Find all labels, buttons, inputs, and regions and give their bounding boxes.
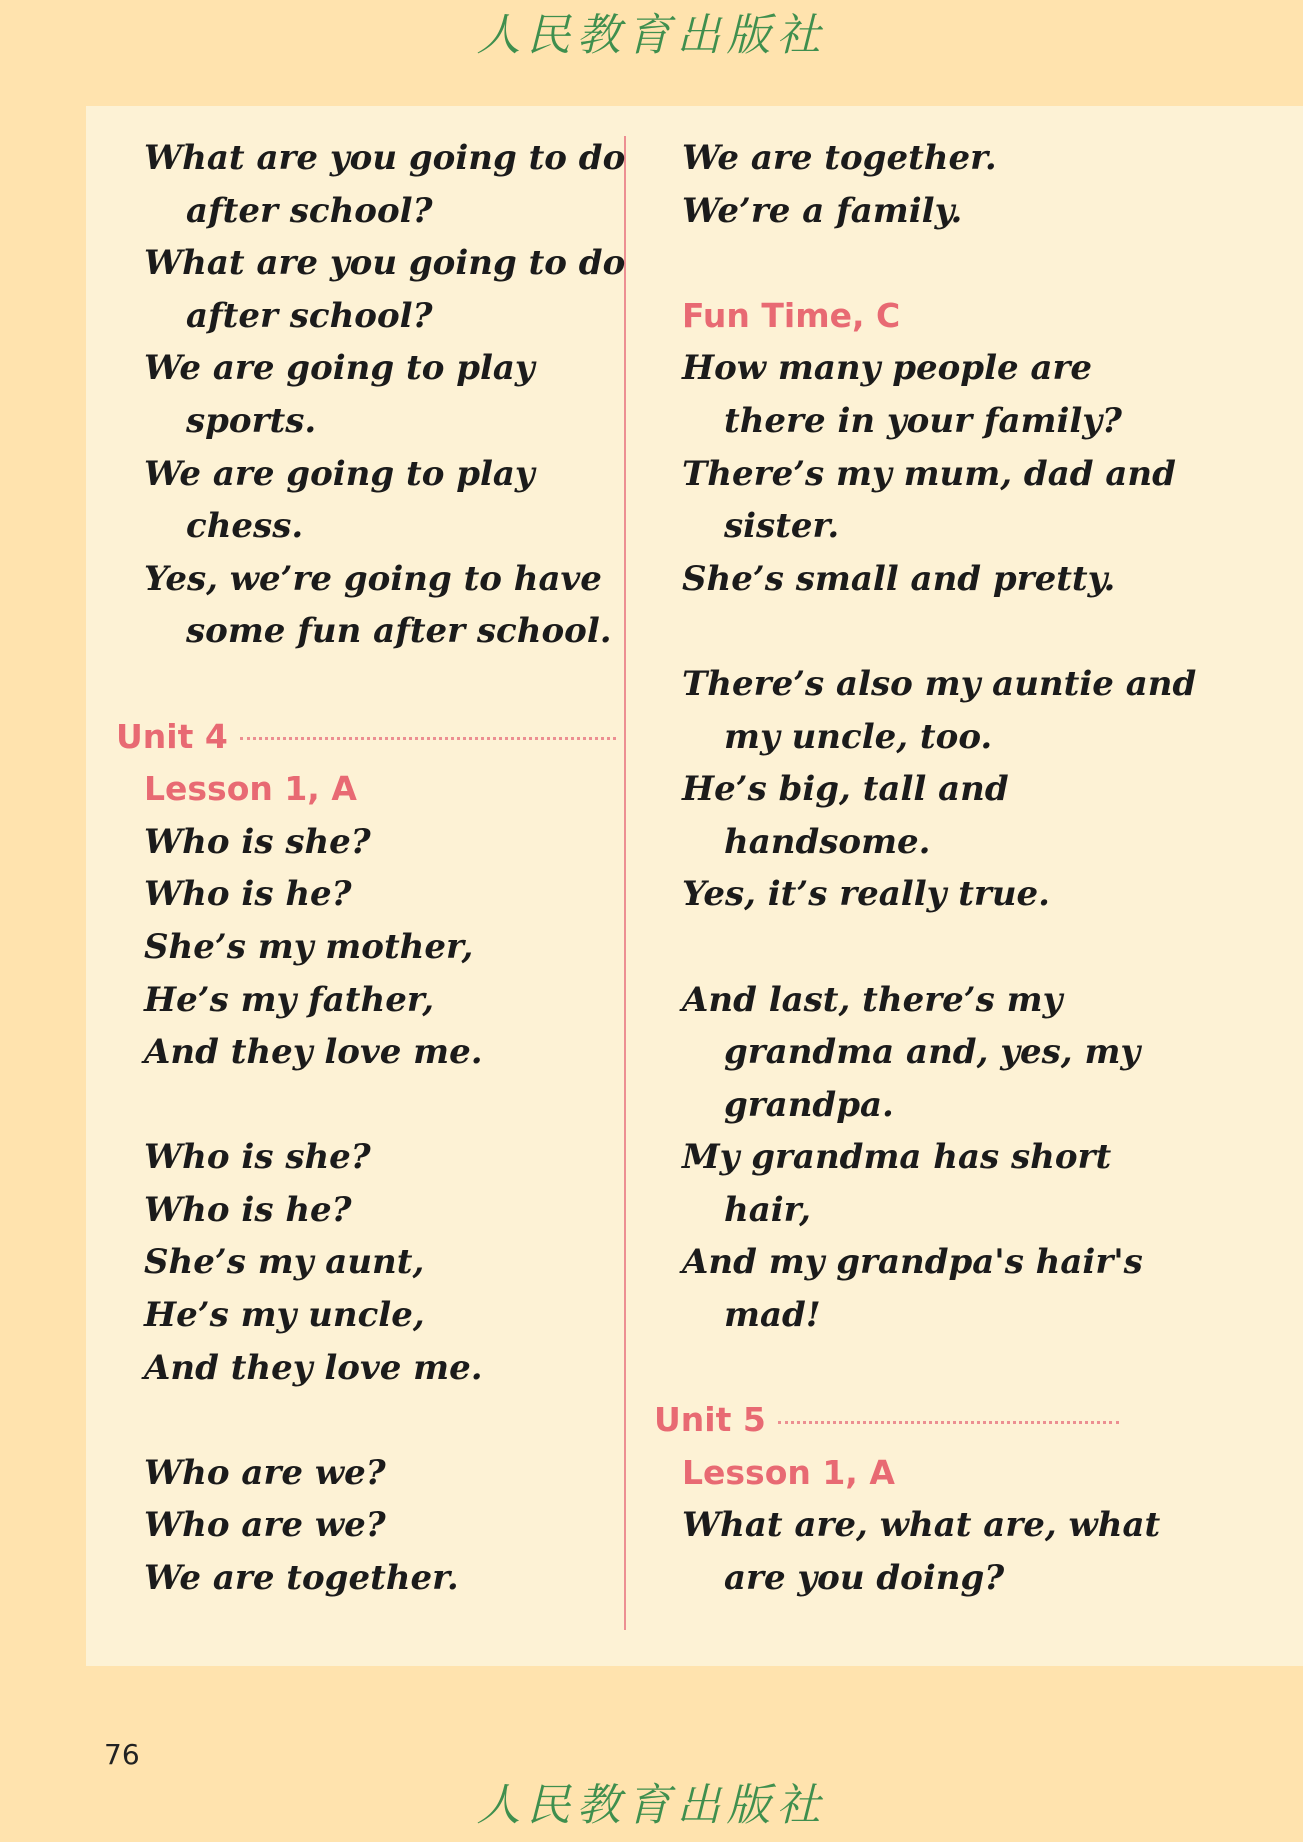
- verse-line: There’s my mum, dad and: [682, 453, 1176, 494]
- verse-line: Who are we?: [144, 1452, 386, 1493]
- verse-line: What are you going to do: [144, 138, 626, 178]
- unit-heading: [116, 711, 616, 764]
- verse-line: We’re a family.: [682, 190, 963, 231]
- verse-line: chess.: [186, 506, 304, 547]
- verse-line: And they love me.: [144, 1032, 483, 1073]
- verse-line: What are you going to do: [144, 243, 626, 284]
- verse-line: Who is he?: [144, 1189, 352, 1230]
- verse-line: some fun after school.: [186, 611, 612, 652]
- verse-line: Who is he?: [144, 874, 352, 915]
- verse-line: my uncle, too.: [724, 716, 993, 757]
- verse-line: Yes, we’re going to have: [144, 558, 602, 599]
- verse-line: And my grandpa's hair's: [682, 1242, 1143, 1283]
- lesson-heading: Lesson 1, A: [144, 769, 357, 809]
- verse-line: Who is she?: [144, 1137, 371, 1178]
- verse-line: There’s also my auntie and: [682, 663, 1197, 704]
- verse-line: We are going to play: [144, 348, 535, 389]
- verse-line: And last, there’s my: [682, 979, 1063, 1020]
- verse-line: Yes, it’s really true.: [682, 874, 1051, 915]
- left-column: [116, 132, 626, 1605]
- verse-line: How many people are: [682, 348, 1093, 389]
- dotted-leader: [778, 1421, 1119, 1424]
- verse-line: hair,: [724, 1189, 811, 1230]
- verse-line: grandma and, yes, my: [724, 1032, 1141, 1073]
- verse-line: there in your family?: [724, 400, 1122, 441]
- section-heading: Fun Time, C: [682, 295, 901, 335]
- verse-line: He’s my uncle,: [144, 1295, 425, 1336]
- verse-line: mad!: [724, 1295, 821, 1336]
- verse-line: Who are we?: [144, 1505, 386, 1546]
- verse-line: She’s my mother,: [144, 926, 474, 967]
- lesson-heading: Lesson 1, A: [682, 1452, 895, 1492]
- unit-heading-label: Unit 4: [116, 716, 228, 756]
- unit-heading-label: Unit 5: [654, 1400, 766, 1440]
- verse-line: handsome.: [724, 821, 931, 862]
- verse-line: sister.: [724, 506, 840, 547]
- verse-line: Who is she?: [144, 821, 371, 862]
- verse-line: She’s my aunt,: [144, 1242, 425, 1283]
- verse-line: We are going to play: [144, 453, 535, 494]
- verse-line: She’s small and pretty.: [682, 558, 1116, 599]
- publisher-logo-bottom: 人民教育出版社: [476, 1780, 827, 1831]
- verse-line: We are together.: [682, 138, 997, 178]
- verse-line: He’s big, tall and: [682, 769, 1009, 810]
- verse-line: My grandma has short: [682, 1137, 1112, 1178]
- verse-line: What are, what are, what: [682, 1505, 1161, 1546]
- unit-heading: [654, 1394, 1119, 1447]
- verse-line: We are together.: [144, 1558, 459, 1599]
- verse-line: He’s my father,: [144, 979, 435, 1020]
- verse-line: And they love me.: [144, 1347, 483, 1388]
- page-number: 76: [104, 1738, 140, 1771]
- publisher-logo-top: 人民教育出版社: [476, 10, 827, 61]
- verse-line: after school?: [186, 190, 433, 231]
- dotted-leader: [240, 737, 616, 740]
- right-column: [654, 132, 1214, 1605]
- verse-line: grandpa.: [724, 1084, 894, 1125]
- verse-line: sports.: [186, 400, 317, 441]
- column-divider: [624, 136, 626, 1630]
- verse-line: after school?: [186, 295, 433, 336]
- verse-line: are you doing?: [724, 1558, 1005, 1599]
